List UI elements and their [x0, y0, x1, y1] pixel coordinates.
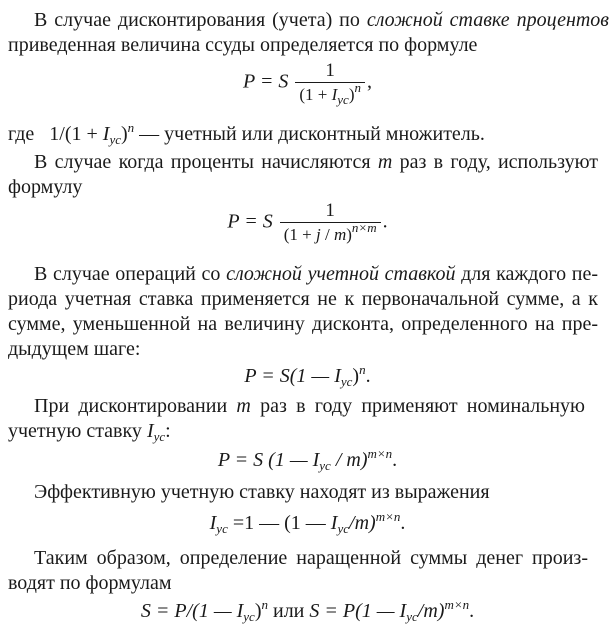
expr-var: I — [102, 123, 110, 145]
paragraph-7-line-1: Таким образом, определение наращенной суммы денег произ- — [34, 547, 588, 569]
formula-4 — [0, 447, 615, 473]
paragraph-7-line-2: водят по формулам — [8, 572, 172, 594]
paragraph-5-line-1 — [0, 394, 585, 418]
paragraph-2 — [8, 122, 615, 146]
formula-6 — [0, 598, 615, 624]
den-part: / — [320, 225, 334, 244]
numerator: 1 — [325, 60, 335, 81]
formula-part: /m) — [349, 512, 376, 534]
den-var: m — [333, 225, 347, 244]
formula-1 — [0, 60, 615, 106]
var: m — [377, 151, 393, 173]
punct: : — [165, 420, 171, 442]
expr: 1/(1 + — [49, 123, 103, 145]
formula-sub: ус — [319, 458, 331, 473]
formula-var: I — [236, 600, 244, 622]
formula-part: /m) — [417, 600, 445, 622]
fraction — [295, 60, 365, 106]
var: m — [236, 395, 251, 417]
formula-3 — [0, 363, 615, 389]
punct: . — [469, 600, 475, 622]
text: раз в году, используют — [392, 151, 598, 173]
expr-sub: ус — [109, 132, 121, 147]
formula-part: P = S (1 — — [217, 449, 313, 471]
emphasis-text: сложной ставке процентов — [366, 9, 609, 31]
expr-sup: n — [127, 120, 135, 135]
den-part: ) — [348, 85, 355, 104]
den-var: I — [331, 85, 338, 104]
formula-var: I — [209, 512, 217, 534]
text: В случае дисконтирования (учета) по — [34, 9, 367, 31]
denominator — [295, 82, 365, 106]
text: где — [8, 123, 35, 145]
expr: ) — [120, 123, 128, 145]
text: раз в году применяют номинальную — [250, 395, 585, 417]
formula-sub: ус — [243, 609, 255, 624]
punct: . — [392, 449, 398, 471]
formula-sup: m×n — [367, 446, 393, 461]
var: I — [146, 420, 154, 442]
paragraph-3-line-2: формулу — [8, 176, 83, 198]
paragraph-4-line-4: дыдущем шаге: — [8, 338, 141, 360]
den-var: j — [316, 225, 321, 244]
sub: ус — [153, 429, 166, 444]
numerator: 1 — [325, 200, 335, 221]
paragraph-6: Эффективную учетную ставку находят из выражения — [34, 481, 490, 503]
formula-sub: ус — [337, 521, 350, 536]
formula-sub: ус — [216, 521, 228, 536]
paragraph-4-line-3: сумме, уменьшенной на величину дисконта, определенного на пре- — [8, 313, 598, 335]
text: В случае когда проценты начисляются — [34, 151, 378, 173]
den-sup: n — [354, 80, 361, 95]
formula-5 — [0, 510, 615, 536]
den-part: (1 + — [299, 85, 332, 104]
formula-sub: ус — [340, 374, 353, 389]
paragraph-1-line-2: приведенная величина ссуды определяется по формуле — [8, 34, 478, 56]
formula-2 — [0, 200, 615, 246]
text: При дисконтировании — [34, 395, 237, 417]
formula-sup: m×n — [444, 597, 470, 612]
emphasis-text: сложной учетной ставкой — [226, 263, 456, 285]
formula-lhs: P = S — [243, 70, 289, 93]
formula-part: =1 — (1 — — [227, 512, 331, 534]
paragraph-4-line-2: риода учетная ставка применяется не к первоначальной сумме, а к — [8, 288, 598, 310]
paragraph-1-line-1 — [0, 8, 609, 32]
conjunction: или — [268, 600, 310, 622]
formula-part: S = P(1 — — [309, 600, 400, 622]
formula-part: S = P/(1 — — [140, 600, 237, 622]
den-part: (1 + — [283, 225, 316, 244]
formula-var: I — [330, 512, 338, 534]
text: — учетный или дисконтный множитель. — [134, 123, 485, 145]
formula-part: / m) — [330, 449, 368, 471]
paragraph-4-line-1 — [0, 262, 598, 286]
text: В случае операций со — [34, 263, 227, 285]
den-sup: n×m — [351, 220, 377, 235]
formula-var: I — [334, 365, 341, 387]
text: для каждого пе- — [455, 263, 599, 285]
fraction — [280, 200, 381, 246]
formula-sup: n — [261, 597, 268, 612]
formula-part: ) — [254, 600, 262, 622]
punct: . — [365, 365, 371, 387]
formula-part: ) — [352, 365, 360, 387]
formula-part: P = S(1 — — [244, 365, 335, 387]
denominator — [280, 222, 381, 246]
punct: . — [382, 210, 388, 233]
text: учетную ставку — [8, 420, 147, 442]
den-sub: ус — [337, 92, 349, 107]
punct: . — [400, 512, 406, 534]
formula-sup: m×n — [375, 509, 401, 524]
formula-lhs: P = S — [227, 210, 273, 233]
formula-sup: n — [359, 362, 366, 377]
paragraph-3-line-1 — [0, 150, 598, 174]
den-part: ) — [346, 225, 352, 244]
formula-var: I — [312, 449, 320, 471]
formula-var: I — [399, 600, 407, 622]
formula-sub: ус — [406, 609, 418, 624]
paragraph-5-line-2 — [8, 419, 615, 443]
punct: , — [367, 70, 372, 93]
